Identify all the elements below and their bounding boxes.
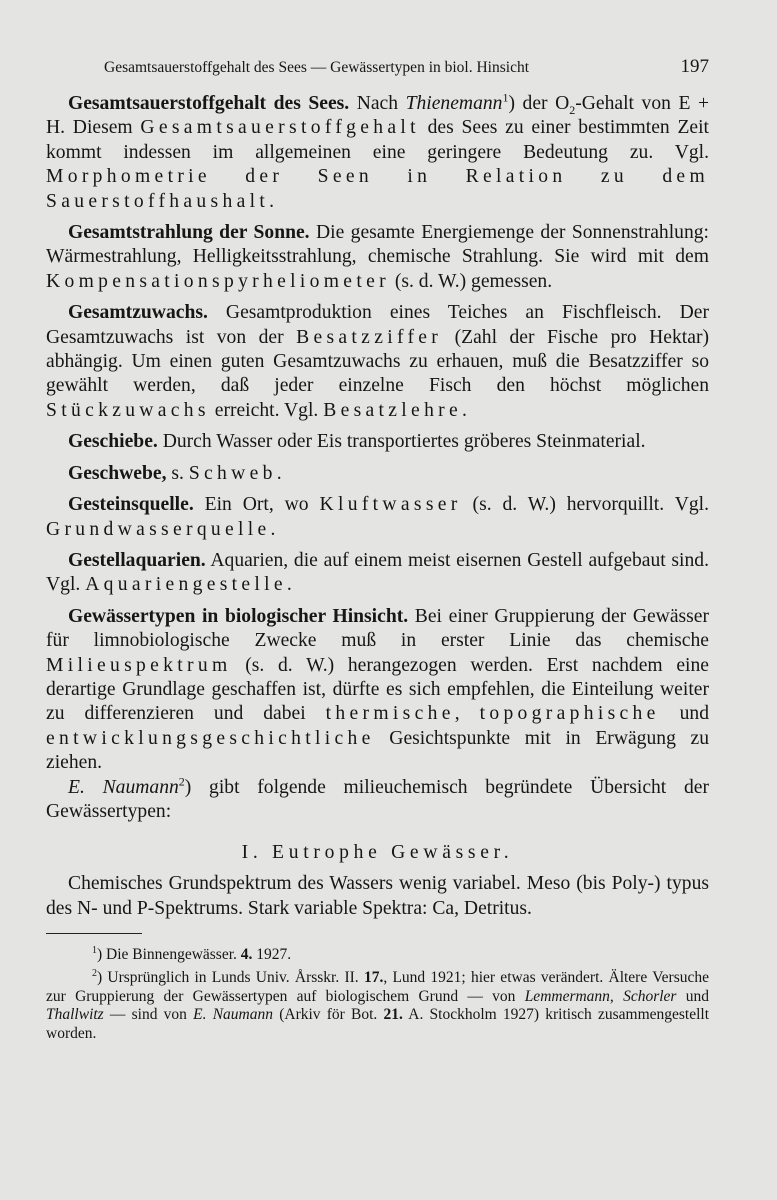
page-number: 197 — [680, 56, 709, 77]
entry-text — [46, 605, 709, 776]
volume-number: 17. — [363, 969, 384, 987]
entry-geschiebe — [46, 430, 709, 454]
entry-text-continued — [46, 776, 709, 825]
text-run: Die gesamte Energiemenge der Sonnenstrahlung: Wärmestrahlung, Helligkeitsstrahlung, chemische Strahlung. Sie wird mit dem — [46, 222, 709, 268]
footnote-ref: 1 — [502, 90, 509, 105]
spaced-term: Kluftwasser — [319, 494, 462, 516]
spaced-term: Gesamtsauerstoffgehalt — [140, 117, 420, 139]
entry-geschwebe — [46, 462, 709, 486]
author-name: Thienemann — [405, 93, 503, 114]
headword: Gestellaquarien. — [68, 549, 206, 571]
author-name: Lemmermann, Schorler — [524, 987, 677, 1005]
text-run: , Lund 1921; hier etwas verändert. Ältere Versuche zur Gruppierung der Gewässertypen auf biologischem Grund — von — [46, 969, 709, 1005]
text-run: (s. d. W.) herangezogen werden. Erst nachdem eine derartige Grundlage geschaffen ist, dürfte es sich empfehlen, die Einteilung weiter zu differenzieren und dabei — [46, 654, 709, 725]
spaced-term: Kompensationspyrheliometer — [46, 270, 390, 292]
volume-number: 21. — [383, 1006, 403, 1024]
footnote-1 — [46, 942, 709, 965]
headword: Gesamtzuwachs. — [68, 302, 208, 324]
author-name: E. Naumann — [193, 1006, 273, 1024]
spaced-term: topographische — [479, 703, 660, 725]
entry-text — [46, 92, 709, 214]
subscript: 2 — [569, 102, 576, 117]
headword: Gesamtsauerstoffgehalt des Sees. — [68, 93, 350, 114]
text-run: , — [454, 703, 480, 725]
text-run: Gesamtproduktion eines Teiches an Fischfleisch. Der Gesamtzuwachs ist von der — [46, 302, 709, 348]
spaced-term: Stückzuwachs — [46, 399, 210, 421]
text-run: und — [676, 987, 710, 1005]
spaced-term: thermische — [325, 703, 455, 725]
entry-text — [46, 221, 709, 294]
text-run: des Sees zu einer bestimmten Zeit kommt indessen im allgemeinen eine geringere Bedeutung zu. Vgl. — [46, 117, 709, 163]
text-run: und — [659, 703, 709, 725]
text-run: 1927. — [252, 946, 292, 964]
entry-text — [46, 549, 709, 598]
running-header — [104, 56, 709, 78]
text-run: Ein Ort, wo — [193, 494, 320, 516]
section-text: Chemisches Grundspektrum des Wassers wenig variabel. Meso (bis Poly-) typus des N- und P-Spektrums. Stark variable Spektra: Ca, Detritus. — [46, 873, 709, 919]
author-name: E. Naumann — [68, 776, 179, 798]
text-run: (s. d. W.) gemessen. — [389, 270, 553, 292]
entry-gesteinsquelle — [46, 493, 709, 542]
entry-text — [46, 493, 709, 542]
footnote-divider — [46, 933, 142, 934]
footnote-number: 1 — [92, 945, 97, 957]
footnote-number: 2 — [92, 967, 97, 979]
headword: Gesamtstrahlung der Sonne. — [68, 222, 310, 244]
running-title: Gesamtsauerstoffgehalt des Sees — Gewässertypen in biol. Hinsicht — [104, 59, 530, 76]
cross-reference: Schweb. — [188, 462, 286, 484]
section-title: I. Eutrophe Gewässer. — [241, 842, 514, 864]
headword: Gewässertypen in biologischer Hinsicht. — [68, 605, 409, 627]
entry-gesamtstrahlung — [46, 221, 709, 294]
headword: Geschwebe, — [68, 462, 167, 484]
text-run: Gesichtspunkte mit in Erwägung zu ziehen. — [46, 727, 709, 774]
author-name: Thallwitz — [46, 1006, 104, 1024]
cross-reference: Aquariengestelle. — [85, 574, 297, 596]
text-run: Bei einer Gruppierung der Gewässer für limnobiologische Zwecke muß in erster Linie das chemische — [46, 605, 709, 652]
spaced-term: Besatzziffer — [296, 326, 443, 348]
entry-text — [46, 430, 709, 454]
cross-reference: Grundwasserquelle. — [46, 518, 280, 540]
text-run: Nach — [349, 93, 406, 114]
text-run: erreicht. Vgl. — [209, 399, 324, 421]
entry-gewaessertypen — [46, 605, 709, 825]
text-run: ) Die Binnengewässer. — [97, 946, 241, 964]
volume-number: 4. — [240, 946, 253, 964]
text-run: Durch Wasser oder Eis transportiertes gröberes Steinmaterial. — [157, 431, 646, 453]
text-run: -Gehalt von E + H. Diesem — [46, 93, 709, 139]
text-run: Aquarien, die auf einem meist eisernen Gestell aufgebaut sind. Vgl. — [46, 549, 709, 596]
cross-reference: Besatzlehre. — [323, 399, 472, 421]
text-run: (s. d. W.) hervorquillt. Vgl. — [461, 494, 709, 516]
text-run: ) der O — [508, 93, 570, 114]
headword: Gesteinsquelle. — [68, 494, 194, 516]
spaced-term: Milieuspektrum — [46, 654, 232, 676]
footnote-2 — [46, 965, 709, 1044]
entry-text — [46, 462, 709, 486]
entry-gestellaquarien — [46, 549, 709, 598]
text-run: s. — [166, 462, 189, 484]
text-run: ) gibt folgende milieuchemisch begründete Übersicht der Gewässertypen: — [46, 776, 709, 822]
entry-gesamtzuwachs — [46, 301, 709, 423]
entry-gesamtsauerstoffgehalt — [46, 92, 709, 214]
text-run: ) Ursprünglich in Lunds Univ. Årsskr. II. — [97, 969, 364, 987]
text-run: (Zahl der Fische pro Hektar) abhängig. Um einen guten Gesamtzuwachs zu erhauen, muß die Besatzziffer so gewählt werden, daß jeder einzelne Fisch den höchst möglichen — [46, 326, 709, 397]
headword: Geschiebe. — [68, 431, 158, 453]
cross-reference: Morphometrie der Seen in Relation zu dem Sauerstoffhaushalt. — [46, 166, 709, 212]
text-run: A. Stockholm 1927) kritisch zusammengestellt worden. — [46, 1006, 710, 1042]
text-run: (Arkiv för Bot. — [273, 1006, 384, 1024]
section-body — [46, 872, 709, 921]
footnote-ref: 2 — [178, 774, 185, 789]
spaced-term: entwicklungsgeschichtliche — [46, 727, 375, 749]
text-run: — sind von — [103, 1006, 194, 1024]
entry-text — [46, 301, 709, 423]
